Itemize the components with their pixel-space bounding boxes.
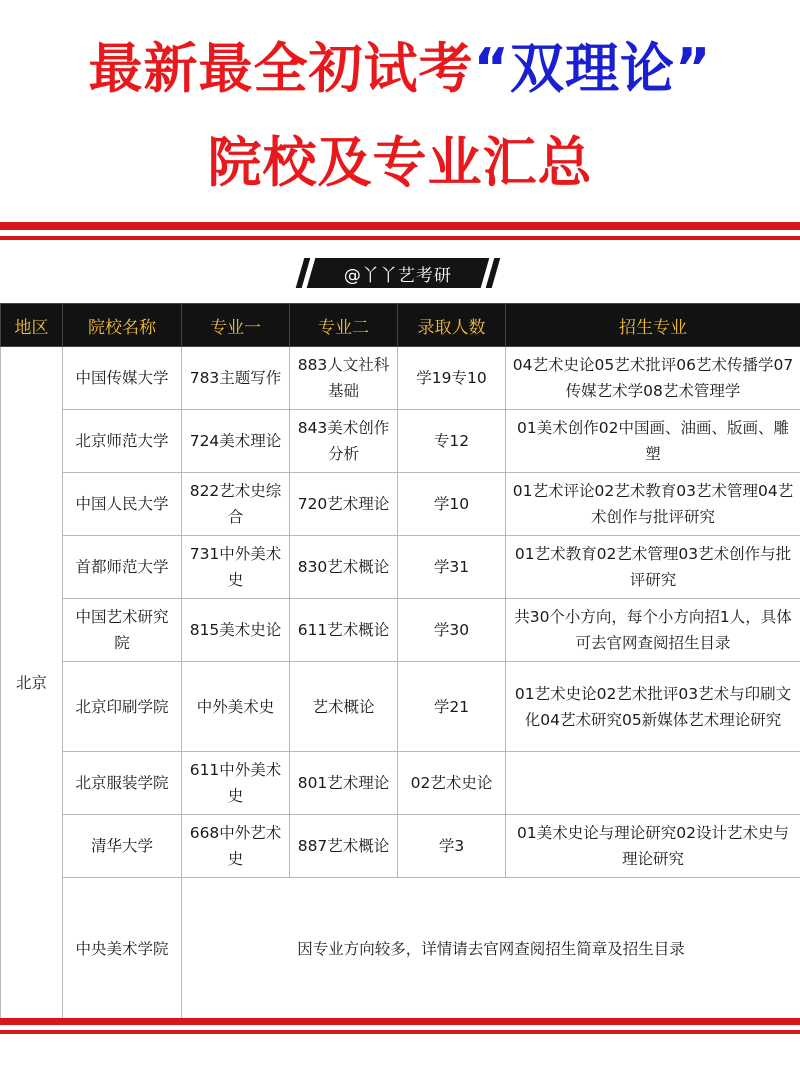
subject2-cell: 887艺术概论 — [290, 815, 398, 878]
header-subject-1: 专业一 — [182, 304, 290, 347]
top-red-rule-thin — [0, 236, 800, 240]
subject1-cell: 783主题写作 — [182, 347, 290, 410]
school-cell: 中国传媒大学 — [63, 347, 182, 410]
table-row — [1, 815, 800, 878]
title-line-2: 院校及专业汇总 — [207, 131, 593, 194]
title-prefix: 最新最全初试考 — [88, 37, 474, 100]
title-line-1 — [0, 34, 800, 104]
schools-table — [0, 303, 800, 1020]
header-school: 院校名称 — [63, 304, 182, 347]
admission-cell: 学31 — [398, 536, 506, 599]
banner-slash-left — [302, 258, 316, 288]
majors-cell: 04艺术史论05艺术批评06艺术传播学07传媒艺术学08艺术管理学 — [506, 347, 800, 410]
subject1-cell: 中外美术史 — [182, 662, 290, 752]
subject2-cell: 830艺术概论 — [290, 536, 398, 599]
table-row — [1, 536, 800, 599]
subject2-cell: 843美术创作分析 — [290, 410, 398, 473]
admission-cell: 学19专10 — [398, 347, 506, 410]
admission-cell: 专12 — [398, 410, 506, 473]
watermark-banner — [296, 258, 501, 288]
bottom-red-rule-thin — [0, 1030, 800, 1034]
school-cell: 北京师范大学 — [63, 410, 182, 473]
header-admission: 录取人数 — [398, 304, 506, 347]
table-row — [1, 410, 800, 473]
majors-cell: 01美术创作02中国画、油画、版画、雕塑 — [506, 410, 800, 473]
table-row — [1, 752, 800, 815]
title-highlight: “双理论” — [473, 37, 712, 100]
majors-cell: 共30个小方向，每个小方向招1人，具体可去官网查阅招生目录 — [506, 599, 800, 662]
admission-cell: 学21 — [398, 662, 506, 752]
header-majors: 招生专业 — [506, 304, 800, 347]
admission-cell: 学3 — [398, 815, 506, 878]
bottom-red-rule — [0, 1018, 800, 1025]
school-cell: 首都师范大学 — [63, 536, 182, 599]
majors-cell: 01艺术教育02艺术管理03艺术创作与批评研究 — [506, 536, 800, 599]
school-cell: 中国人民大学 — [63, 473, 182, 536]
admission-cell: 学10 — [398, 473, 506, 536]
subject2-cell: 611艺术概论 — [290, 599, 398, 662]
note-cell: 因专业方向较多，详情请去官网查阅招生简章及招生目录 — [182, 878, 800, 1020]
header-subject-2: 专业二 — [290, 304, 398, 347]
table-row — [1, 599, 800, 662]
majors-cell — [506, 752, 800, 815]
subject1-cell: 815美术史论 — [182, 599, 290, 662]
subject2-cell: 883人文社科基础 — [290, 347, 398, 410]
subject1-cell: 668中外艺术史 — [182, 815, 290, 878]
school-cell: 中央美术学院 — [63, 878, 182, 1020]
top-red-rule — [0, 222, 800, 230]
subject1-cell: 724美术理论 — [182, 410, 290, 473]
majors-cell: 01艺术史论02艺术批评03艺术与印刷文化04艺术研究05新媒体艺术理论研究 — [506, 662, 800, 752]
table-row — [1, 662, 800, 752]
region-cell: 北京 — [1, 347, 63, 1020]
subject2-cell: 720艺术理论 — [290, 473, 398, 536]
table-row — [1, 347, 800, 410]
subject1-cell: 731中外美术史 — [182, 536, 290, 599]
watermark-text: @丫丫艺考研 — [344, 265, 452, 286]
school-cell: 北京印刷学院 — [63, 662, 182, 752]
header-region: 地区 — [1, 304, 63, 347]
school-cell: 北京服装学院 — [63, 752, 182, 815]
admission-cell: 02艺术史论 — [398, 752, 506, 815]
subject1-cell: 822艺术史综合 — [182, 473, 290, 536]
subject2-cell: 801艺术理论 — [290, 752, 398, 815]
subject2-cell: 艺术概论 — [290, 662, 398, 752]
majors-cell: 01美术史论与理论研究02设计艺术史与理论研究 — [506, 815, 800, 878]
majors-cell: 01艺术评论02艺术教育03艺术管理04艺术创作与批评研究 — [506, 473, 800, 536]
table-header-row — [1, 304, 800, 347]
school-cell: 中国艺术研究院 — [63, 599, 182, 662]
school-cell: 清华大学 — [63, 815, 182, 878]
table-row — [1, 473, 800, 536]
banner-slash-right — [481, 258, 495, 288]
subject1-cell: 611中外美术史 — [182, 752, 290, 815]
admission-cell: 学30 — [398, 599, 506, 662]
table-row — [1, 878, 800, 1020]
